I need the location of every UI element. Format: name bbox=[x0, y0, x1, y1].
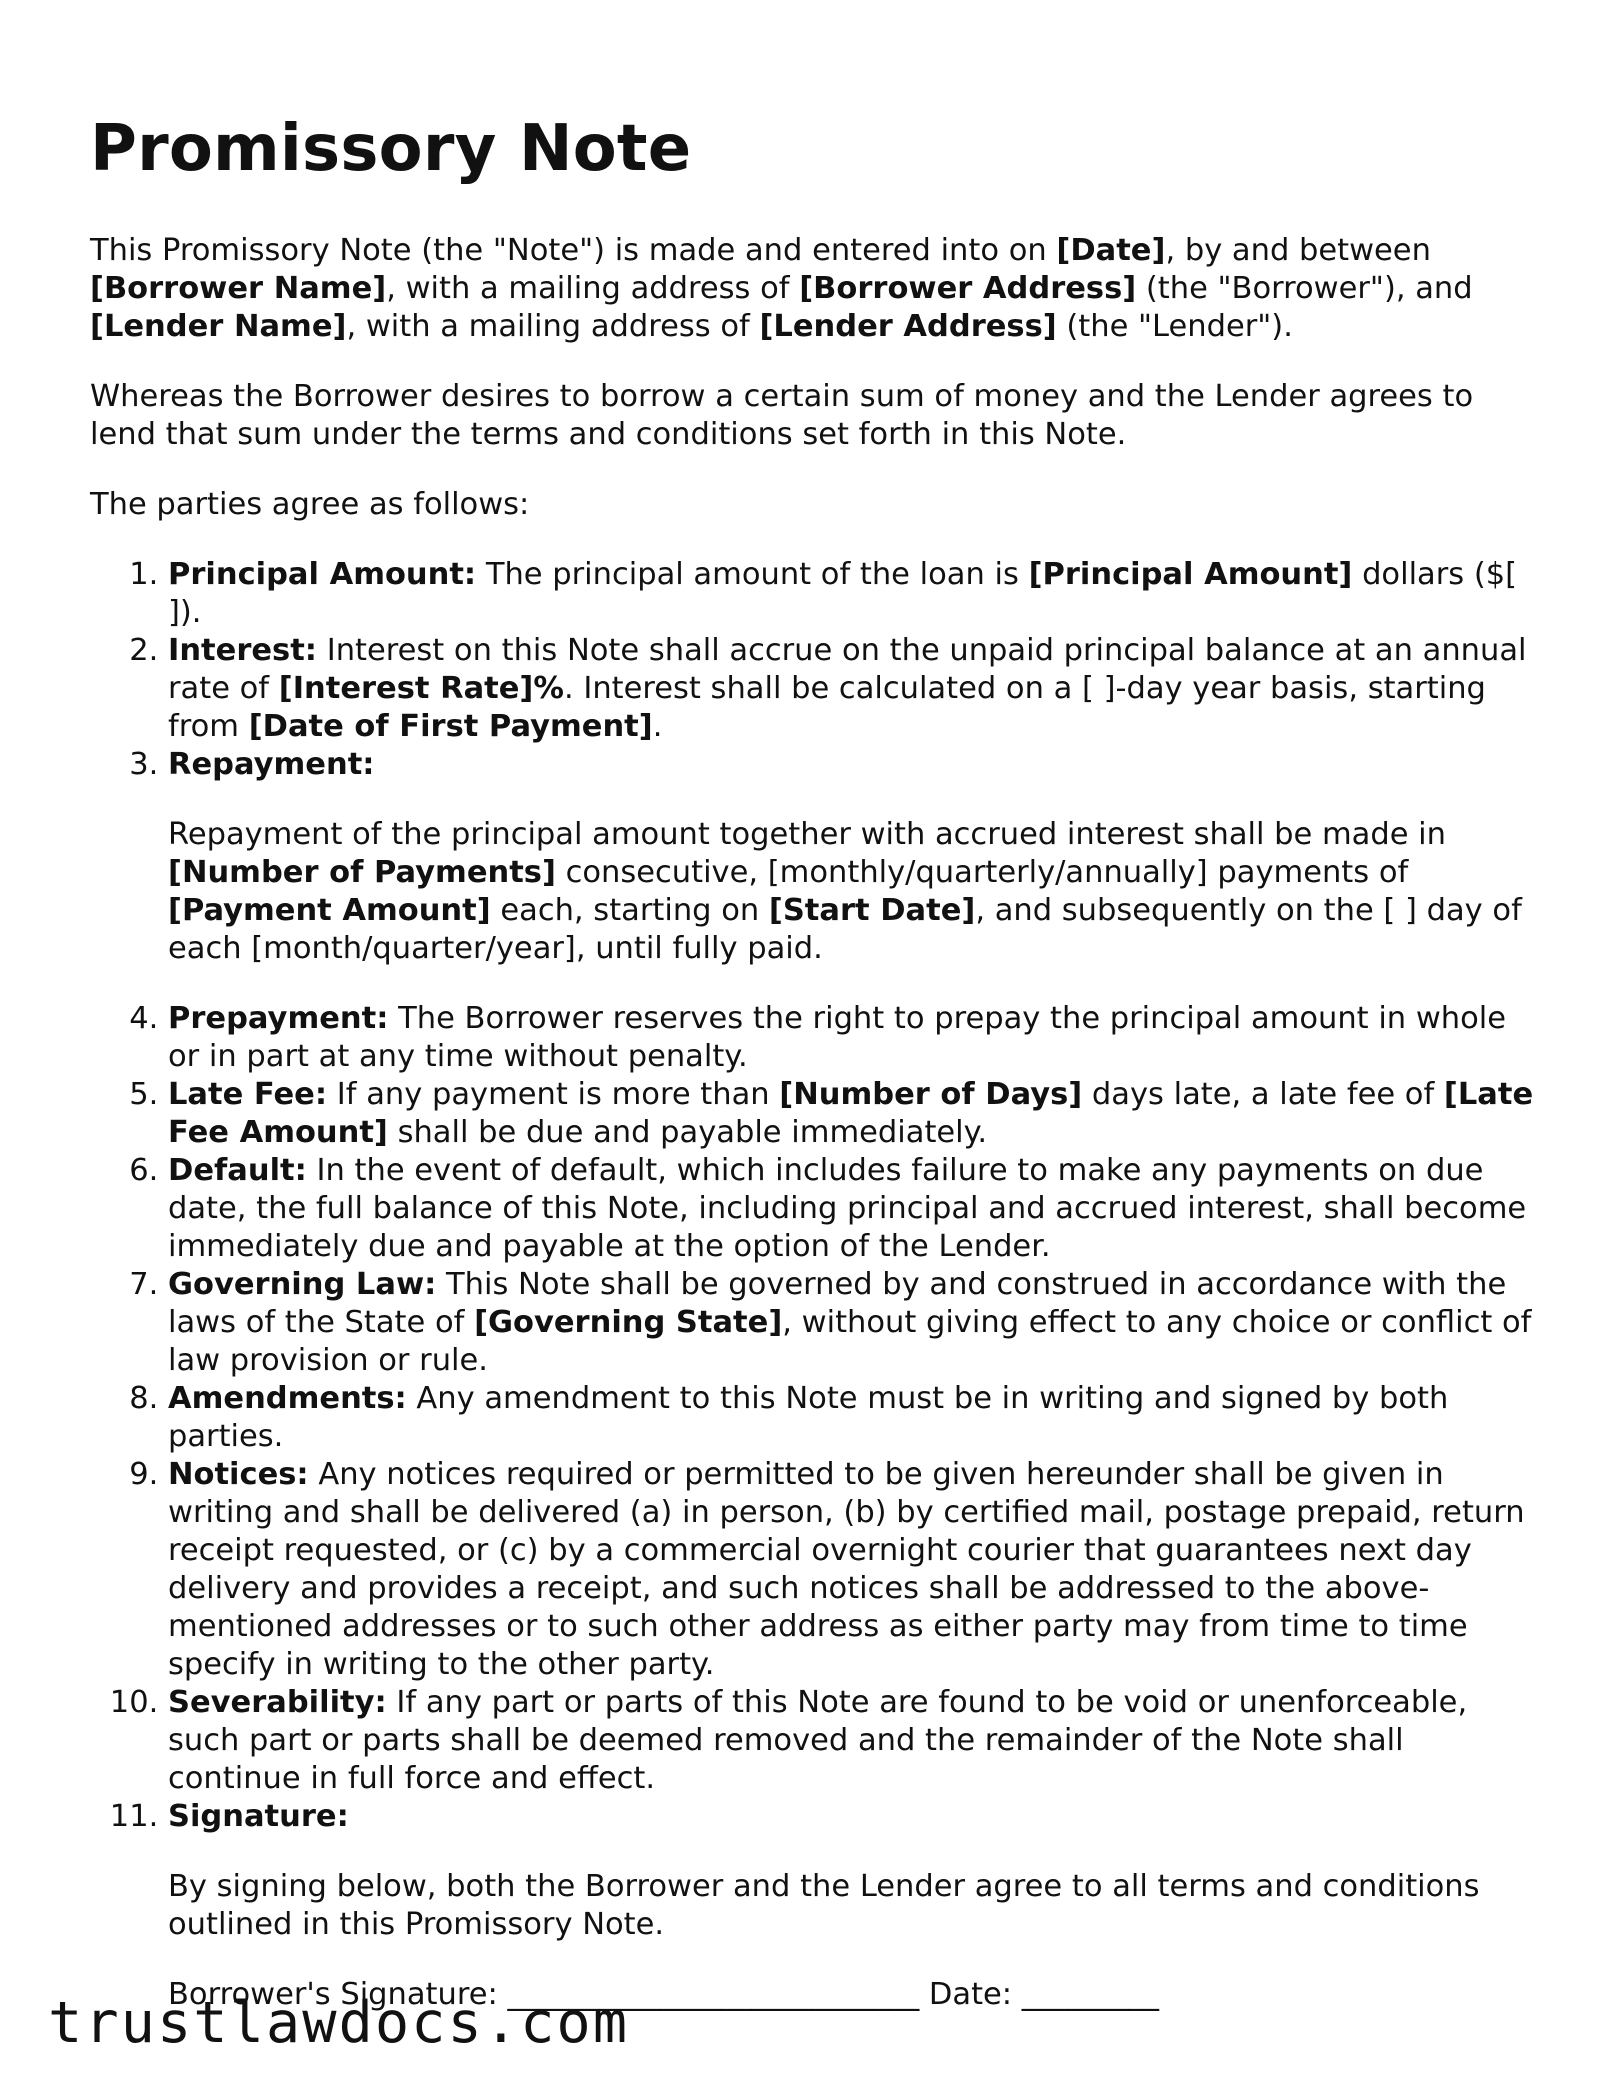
list-item-amendments bbox=[168, 1380, 1540, 1456]
list-item-prepayment bbox=[168, 1000, 1540, 1076]
lender-name-placeholder: [Lender Name] bbox=[90, 309, 347, 344]
item-text: , and subsequently on the [ ] day of each [month/quarter/year], until fully paid. bbox=[168, 893, 1522, 966]
intro-text: (the "Borrower"), and bbox=[1136, 271, 1473, 306]
item-text: In the event of default, which includes failure to make any payments on due date, the full balance of this Note, including principal and accrued interest, shall become immediately due and payable at the option of the Lender. bbox=[168, 1153, 1527, 1264]
governing-state-placeholder: [Governing State] bbox=[474, 1305, 783, 1340]
item-text: Any notices required or permitted to be given hereunder shall be given in writing and shall be delivered (a) in person, (b) by certified mail, postage prepaid, return receipt requested, or (c) by a commercial overnight courier that guarantees next day delivery and provides a receipt, and such notices shall be addressed to the above-mentioned addresses or to such other address as either party may from time to time specify in writing to the other party. bbox=[168, 1457, 1525, 1682]
item-label: Amendments: bbox=[168, 1381, 407, 1416]
borrower-address-placeholder: [Borrower Address] bbox=[799, 271, 1137, 306]
list-item-signature bbox=[168, 1798, 1540, 2014]
item-text: , without giving effect to any choice or conflict of law provision or rule. bbox=[168, 1305, 1532, 1378]
list-item-late-fee bbox=[168, 1076, 1540, 1152]
number-of-days-placeholder: [Number of Days] bbox=[779, 1077, 1083, 1112]
late-fee-amount-placeholder: [Late Fee Amount] bbox=[168, 1077, 1534, 1150]
whereas-paragraph: Whereas the Borrower desires to borrow a certain sum of money and the Lender agrees to lend that sum under the terms and conditions set forth in this Note. bbox=[90, 379, 1474, 452]
interest-rate-placeholder: [Interest Rate]% bbox=[278, 671, 564, 706]
intro-paragraph bbox=[90, 232, 1540, 346]
borrower-signature-line: Borrower's Signature: ___________________________ Date: _________ bbox=[168, 1977, 1160, 2012]
item-label: Notices: bbox=[168, 1457, 309, 1492]
item-text: consecutive, [monthly/quarterly/annually] payments of bbox=[555, 855, 1409, 890]
item-text: This Note shall be governed by and construed in accordance with the laws of the State of bbox=[168, 1267, 1507, 1340]
item-text: Interest on this Note shall accrue on the unpaid principal balance at an annual rate of bbox=[168, 633, 1527, 706]
item-text: . Interest shall be calculated on a [ ]-day year basis, starting from bbox=[168, 671, 1486, 744]
item-label: Severability: bbox=[168, 1685, 387, 1720]
intro-text: , with a mailing address of bbox=[346, 309, 760, 344]
first-payment-date-placeholder: [Date of First Payment] bbox=[248, 709, 653, 744]
intro-text: This Promissory Note (the "Note") is made and entered into on bbox=[90, 233, 1057, 268]
item-label: Prepayment: bbox=[168, 1001, 389, 1036]
terms-list bbox=[90, 556, 1540, 2014]
item-text: The principal amount of the loan is bbox=[476, 557, 1029, 592]
item-label: Signature: bbox=[168, 1799, 349, 1834]
list-item-governing-law bbox=[168, 1266, 1540, 1380]
signature-paragraph: By signing below, both the Borrower and the Lender agree to all terms and conditions outlined in this Promissory Note. bbox=[168, 1869, 1480, 1942]
borrower-name-placeholder: [Borrower Name] bbox=[90, 271, 387, 306]
item-text: Any amendment to this Note must be in writing and signed by both parties. bbox=[168, 1381, 1449, 1454]
document-page bbox=[90, 108, 1540, 2014]
start-date-placeholder: [Start Date] bbox=[768, 893, 976, 928]
parties-agree-paragraph: The parties agree as follows: bbox=[90, 487, 530, 522]
watermark: trustlawdocs.com bbox=[48, 1990, 630, 2056]
page-title: Promissory Note bbox=[90, 112, 692, 186]
payment-amount-placeholder: [Payment Amount] bbox=[168, 893, 491, 928]
list-item-severability bbox=[168, 1684, 1540, 1798]
list-item-interest bbox=[168, 632, 1540, 746]
principal-amount-placeholder: [Principal Amount] bbox=[1028, 557, 1353, 592]
item-label: Governing Law: bbox=[168, 1267, 437, 1302]
item-label: Late Fee: bbox=[168, 1077, 328, 1112]
item-text: If any part or parts of this Note are found to be void or unenforceable, such part or parts shall be deemed removed and the remainder of the Note shall continue in full force and effect. bbox=[168, 1685, 1468, 1796]
item-label: Default: bbox=[168, 1153, 307, 1188]
repayment-paragraph bbox=[168, 816, 1540, 968]
intro-text: , by and between bbox=[1165, 233, 1431, 268]
item-text: . bbox=[652, 709, 663, 744]
list-item-repayment bbox=[168, 746, 1540, 968]
intro-text: (the "Lender"). bbox=[1056, 309, 1293, 344]
list-item-principal bbox=[168, 556, 1540, 632]
number-of-payments-placeholder: [Number of Payments] bbox=[168, 855, 556, 890]
intro-text: , with a mailing address of bbox=[386, 271, 800, 306]
item-text: shall be due and payable immediately. bbox=[387, 1115, 988, 1150]
item-label: Principal Amount: bbox=[168, 557, 477, 592]
list-item-notices bbox=[168, 1456, 1540, 1684]
lender-address-placeholder: [Lender Address] bbox=[759, 309, 1057, 344]
item-text: Repayment of the principal amount together with accrued interest shall be made in bbox=[168, 817, 1446, 852]
item-label: Repayment: bbox=[168, 747, 375, 782]
list-item-default bbox=[168, 1152, 1540, 1266]
item-text: days late, a late fee of bbox=[1082, 1077, 1444, 1112]
date-placeholder: [Date] bbox=[1056, 233, 1166, 268]
item-text: dollars ($[ ]). bbox=[168, 557, 1518, 630]
item-text: each, starting on bbox=[490, 893, 769, 928]
item-text: If any payment is more than bbox=[327, 1077, 780, 1112]
item-label: Interest: bbox=[168, 633, 317, 668]
item-text: The Borrower reserves the right to prepay the principal amount in whole or in part at any time without penalty. bbox=[168, 1001, 1506, 1074]
